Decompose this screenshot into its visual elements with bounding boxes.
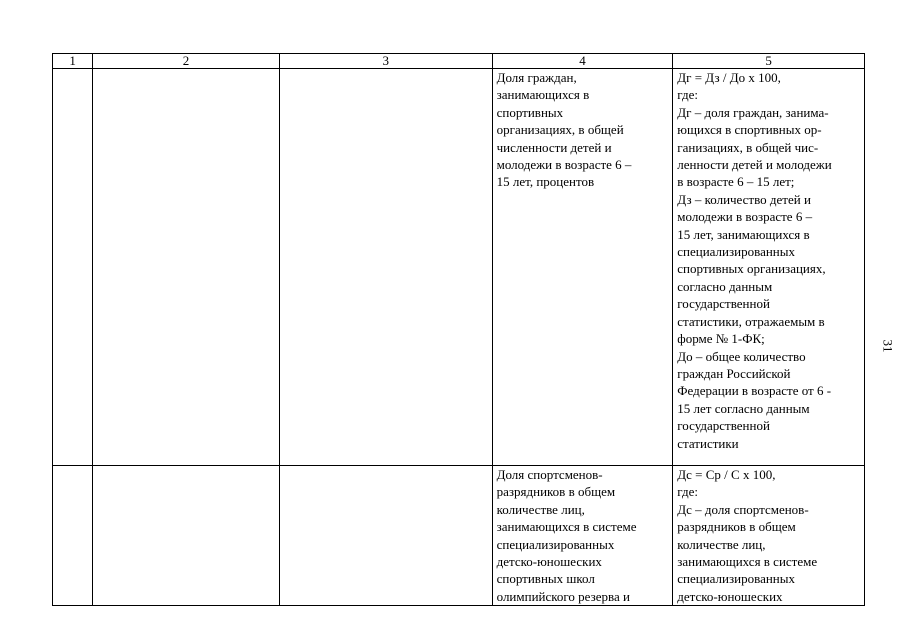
column-header-1: 1	[53, 54, 93, 69]
indicator-name-cell	[492, 466, 673, 606]
document-table	[52, 53, 865, 606]
indicator-name-text: Доля спортсменов- разрядников в общем количестве лиц, занимающихся в системе специализированных детско-юношеских спортивных школ олимпийского резерва и	[496, 467, 637, 604]
table-cell	[93, 69, 280, 466]
column-header-4: 4	[492, 54, 673, 69]
column-header-5: 5	[673, 54, 865, 69]
table-row	[53, 69, 865, 466]
formula-cell	[673, 466, 865, 606]
column-header-2: 2	[93, 54, 280, 69]
indicator-name-cell	[492, 69, 673, 466]
indicator-name-text: Доля граждан, занимающихся в спортивных организациях, в общей численности детей и молодежи в возрасте 6 – 15 лет, процентов	[496, 70, 632, 190]
page-number: 31	[880, 339, 896, 353]
table-cell	[53, 466, 93, 606]
table-cell	[93, 466, 280, 606]
formula-cell	[673, 69, 865, 466]
table-row	[53, 466, 865, 606]
table-cell	[53, 69, 93, 466]
column-header-3: 3	[279, 54, 492, 69]
table-cell	[279, 69, 492, 466]
table-header-row	[53, 54, 865, 69]
table-cell	[279, 466, 492, 606]
formula-text: Дг = Дз / До х 100, где: Дг – доля граждан, занима- ющихся в спортивных ор- ганизациях, в общей чис- ленности детей и молодежи в возрасте 6 – 15 лет; Дз – количество детей и молодежи в возрасте 6 – 15 лет, занимающихся в специализированных спортивных организациях, согласно данным государственной статистики, отражаемым в форме № 1-ФК; До – общее количество граждан Российской Федерации в возрасте от 6 - 15 лет согласно данным государственной статистики	[677, 70, 832, 451]
formula-text: Дс = Ср / С х 100, где: Дс – доля спортсменов- разрядников в общем количестве лиц, занимающихся в системе специализированных детско-юношеских	[677, 467, 818, 604]
